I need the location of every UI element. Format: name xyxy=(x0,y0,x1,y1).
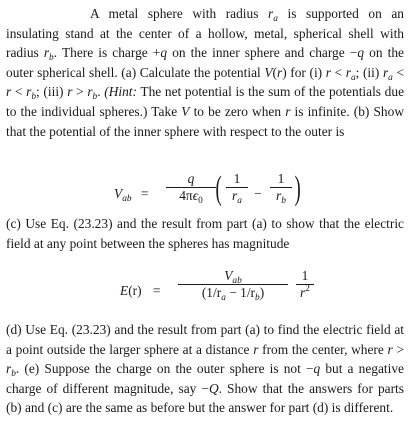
eq1-fraction-a xyxy=(226,171,248,204)
paragraph-1-segment: V xyxy=(264,64,273,80)
paragraph-3-segment: . Show that the answers for parts (b) and (c) are the same as before but the answer for part (d) is different. xyxy=(6,380,404,416)
eq1-fraction-b xyxy=(270,171,292,204)
eq2-den-a: (1/r xyxy=(201,285,222,300)
eq2-e: E xyxy=(120,283,129,298)
problem-paragraph-2 xyxy=(6,214,404,253)
eq1-f2-den-sub: b xyxy=(281,196,286,206)
paragraph-1-segment: ( xyxy=(272,64,277,80)
eq1-coef-den-sub: 0 xyxy=(198,196,203,206)
problem-paragraph-1 xyxy=(6,4,404,141)
paragraph-3-segment: from the center, where xyxy=(258,341,388,357)
paragraph-1-segment: a xyxy=(388,72,393,83)
paragraph-3-segment: b xyxy=(11,369,16,380)
paragraph-1-segment: ) for (i) xyxy=(282,64,326,80)
eq1-f1-num: 1 xyxy=(233,171,241,186)
paragraph-1-segment: < xyxy=(11,84,27,100)
paragraph-1-segment: ; (iii) xyxy=(36,84,68,100)
eq2-den-sub-b: b xyxy=(255,293,260,303)
eq2-arg: (r) xyxy=(128,283,142,298)
paragraph-1-segment: r xyxy=(382,64,389,80)
problem-paragraph-3 xyxy=(6,320,404,418)
eq1-coef-den-b: ϵ xyxy=(192,188,199,203)
paragraph-1-segment: r xyxy=(345,64,351,80)
eq2-den-end: ) xyxy=(259,285,265,300)
eq2-main-fraction xyxy=(178,268,288,301)
paragraph-1-segment: on the inner sphere and charge − xyxy=(167,45,358,61)
eq2-f-den: r xyxy=(300,285,306,300)
eq2-inverse-square xyxy=(296,268,314,301)
eq1-coef-num: q xyxy=(187,171,195,186)
paragraph-1-segment: A metal sphere with radius xyxy=(90,6,269,21)
paragraph-1-segment: r xyxy=(277,64,283,80)
paragraph-1-segment: a xyxy=(273,14,278,24)
eq1-v: V xyxy=(114,186,123,201)
eq2-f-num: 1 xyxy=(301,268,309,283)
paragraph-1-segment: . xyxy=(97,84,105,100)
paragraph-1-segment: < xyxy=(330,64,346,80)
paragraph-2-segment: (c) Use Eq. (23.23) and the result from part (a) to show that the electric field at any point between the spheres has magnitude xyxy=(6,216,404,251)
paragraph-1-segment: ; (ii) xyxy=(355,64,383,80)
eq2-num-v: V xyxy=(224,268,233,283)
paragraph-1-segment: to be zero when xyxy=(189,103,286,119)
paragraph-1-segment: q xyxy=(357,45,365,61)
paragraph-3-segment: . (e) Suppose the charge on the outer sphere is not − xyxy=(15,361,314,377)
eq1-f1-den-sub: a xyxy=(237,196,242,206)
paragraph-3-segment: q xyxy=(313,361,321,377)
eq2-f-den-sup: 2 xyxy=(305,284,310,294)
paragraph-1-segment: q xyxy=(160,45,168,61)
paragraph-1-segment: r xyxy=(268,6,274,21)
eq2-lhs xyxy=(120,283,161,299)
paragraph-3-segment: r xyxy=(387,341,393,357)
eq2-den-mid: − 1/r xyxy=(225,285,255,300)
paragraph-1-segment: is infinite. (b) Show that the potential of the inner sphere with respect to the outer is xyxy=(6,103,404,139)
paragraph-3-segment: r xyxy=(6,361,12,377)
paragraph-1-segment: r xyxy=(43,45,50,61)
paragraph-1-segment: > xyxy=(72,84,88,100)
eq1-f1-den: r xyxy=(232,188,238,203)
paragraph-1-segment: r xyxy=(325,64,331,80)
paragraph-1-segment: b xyxy=(49,53,54,64)
paragraph-1-segment: r xyxy=(26,84,32,100)
eq2-equals: = xyxy=(152,283,161,298)
eq1-coef-den-a: 4π xyxy=(179,188,193,203)
paragraph-1-segment: r xyxy=(6,84,12,100)
paragraph-1-segment: The net potential is the sum of the potentials due to the individual spheres.) Take xyxy=(6,84,405,119)
paragraph-1-segment: r xyxy=(285,103,291,119)
paragraph-1-segment: is supported on an insulating stand at the center of a hollow, metal, spherical shell with radius xyxy=(6,6,404,61)
eq1-minus: − xyxy=(254,186,262,201)
paragraph-3-segment: Q xyxy=(208,380,219,396)
paragraph-3-segment: (d) Use Eq. (23.23) and the result from part (a) to find the electric field at a point outside the larger sphere at a distance xyxy=(6,322,404,357)
paragraph-1-segment: . There is charge + xyxy=(53,45,161,61)
eq1-coefficient xyxy=(166,171,216,204)
eq2-num-sub: ab xyxy=(232,276,242,286)
eq1-right-paren: ) xyxy=(294,170,301,207)
eq1-f2-num: 1 xyxy=(277,171,285,186)
paragraph-1-segment: b xyxy=(92,92,98,103)
paragraph-1-segment: on the outer spherical shell. (a) Calculate the potential xyxy=(6,45,404,80)
paragraph-3-segment: but a negative charge of different magnitude, say − xyxy=(6,361,404,396)
eq2-den-sub-a: a xyxy=(221,293,226,303)
paragraph-1-segment: < xyxy=(392,64,404,80)
paragraph-1-segment: V xyxy=(181,103,190,119)
paragraph-1-segment: (Hint: xyxy=(104,84,137,100)
paragraph-3-segment: r xyxy=(253,341,259,357)
eq1-lhs xyxy=(114,186,148,202)
eq1-equals: = xyxy=(140,186,149,201)
eq1-left-paren: ( xyxy=(215,170,222,207)
eq1-f2-den: r xyxy=(276,188,282,203)
paragraph-3-segment: > xyxy=(392,341,404,357)
paragraph-1-segment: b xyxy=(31,92,37,103)
eq1-v-sub: ab xyxy=(122,194,132,204)
paragraph-1-segment: r xyxy=(67,84,73,100)
paragraph-1-segment: a xyxy=(350,72,356,83)
paragraph-1-segment: r xyxy=(87,84,93,100)
